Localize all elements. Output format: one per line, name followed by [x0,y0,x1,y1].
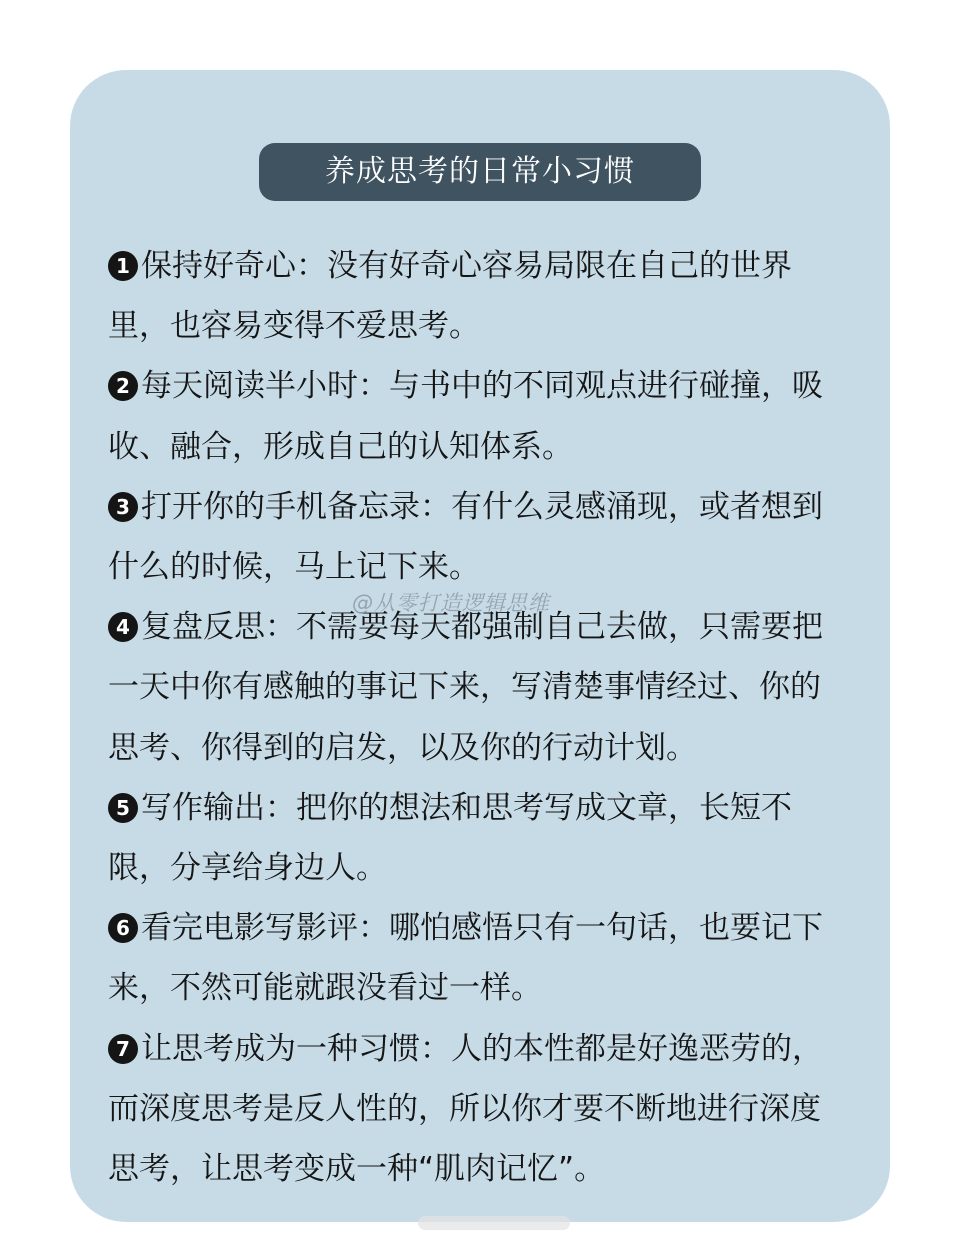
item-text: 保持好奇心：没有好奇心容易局限在自己的世界里，也容易变得不爱思考。 [108,248,792,345]
number-badge-3: 3 [108,492,138,522]
item-text: 复盘反思：不需要每天都强制自己去做，只需要把一天中你有感触的事记下来，写清楚事情经过、你的思考、你得到的启发，以及你的行动计划。 [108,609,823,766]
item-text: 打开你的手机备忘录：有什么灵感涌现，或者想到什么的时候，马上记下来。 [108,488,823,586]
number-badge-7: 7 [108,1034,138,1064]
list-item [108,778,848,898]
item-text: 每天阅读半小时：与书中的不同观点进行碰撞，吸收、融合，形成自己的认知体系。 [108,368,823,465]
list-item [108,236,848,356]
page-title: 养成思考的日常小习惯 [259,143,701,201]
habit-list [108,236,848,1199]
number-badge-4: 4 [108,612,138,642]
item-text: 看完电影写影评：哪怕感悟只有一句话，也要记下来，不然可能就跟没看过一样。 [108,910,823,1007]
list-item [108,477,848,597]
list-item [108,898,848,1018]
bottom-watermark-bar [418,1216,570,1230]
number-badge-5: 5 [108,793,138,823]
item-text: 写作输出：把你的想法和思考写成文章，长短不限，分享给身边人。 [108,789,792,887]
number-badge-1: 1 [108,251,138,281]
watermark: @从零打造逻辑思维 [352,591,550,615]
number-badge-6: 6 [108,913,138,943]
item-text: 让思考成为一种习惯：人的本性都是好逸恶劳的，而深度思考是反人性的，所以你才要不断地进行深度思考，让思考变成一种“肌肉记忆”。 [108,1030,823,1188]
list-item [108,356,848,476]
list-item [108,597,848,778]
list-item [108,1019,848,1200]
number-badge-2: 2 [108,371,138,401]
